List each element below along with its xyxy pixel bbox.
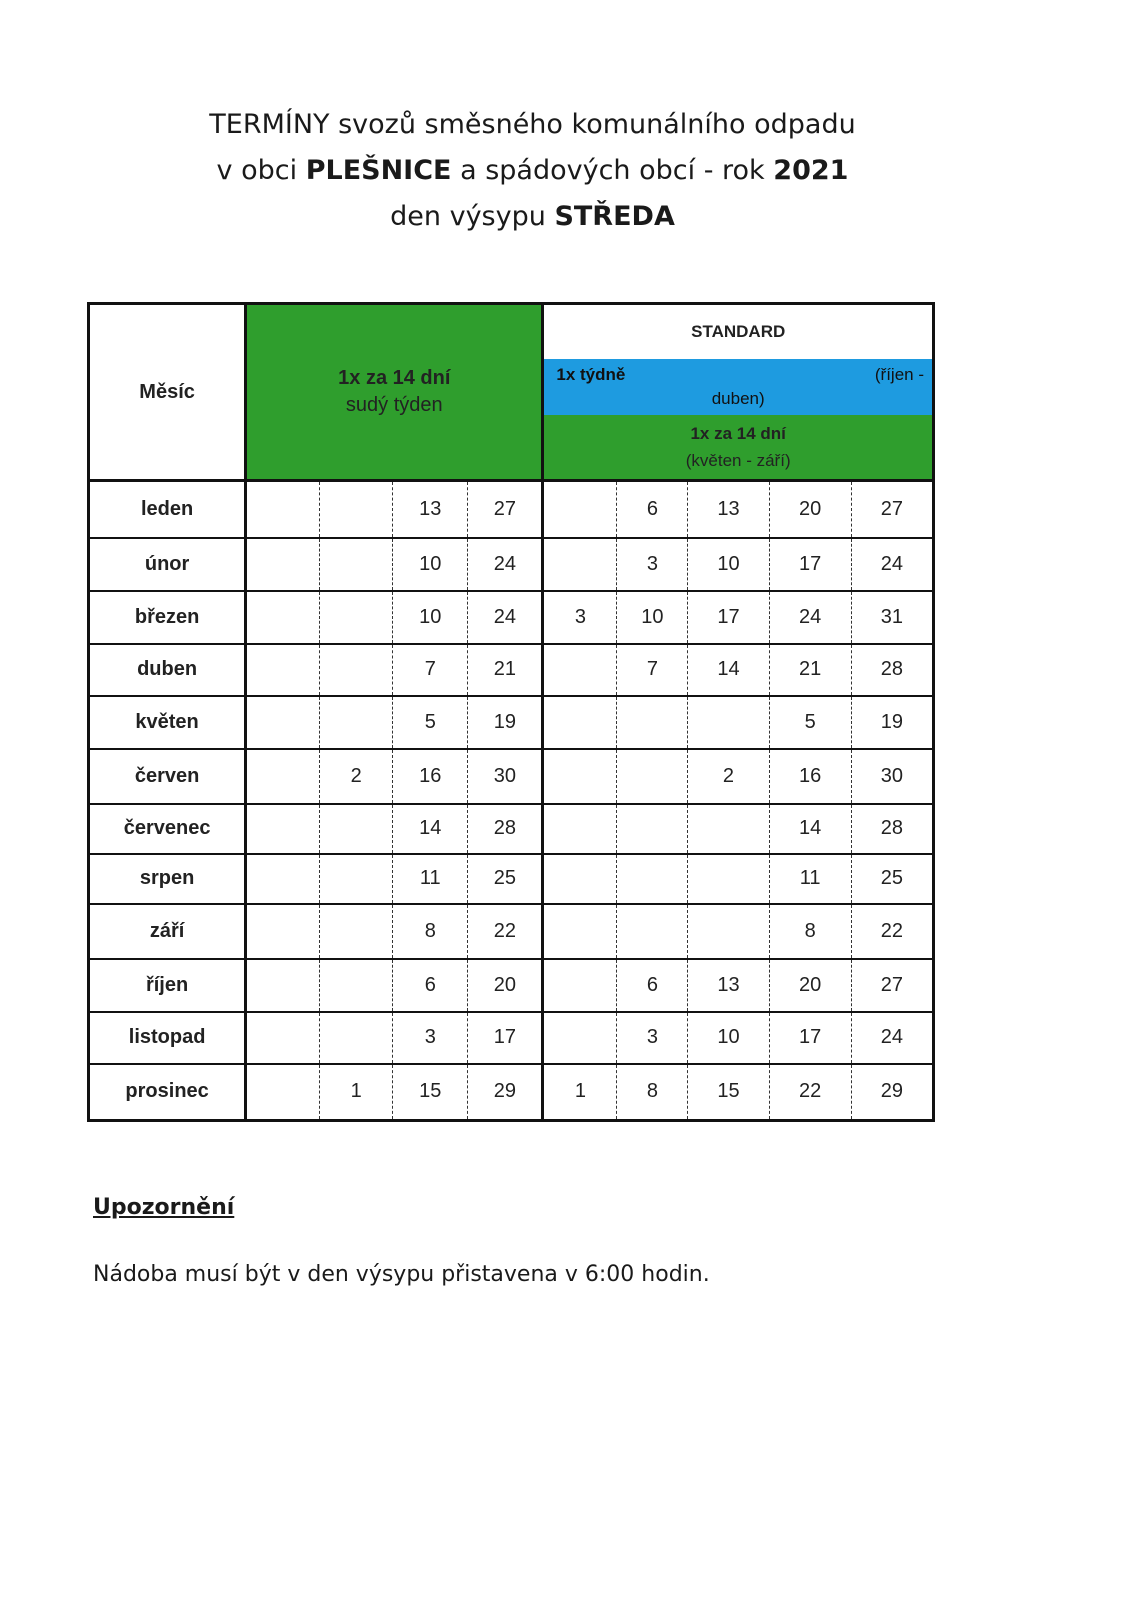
standard-date-cell: 28	[851, 644, 933, 696]
standard-date-cell: 24	[769, 591, 851, 644]
title-line-3	[0, 194, 1065, 240]
standard-date-cell: 19	[851, 696, 933, 749]
group1-date-cell: 3	[393, 1012, 468, 1064]
title-line-2-prefix: v obci	[216, 155, 306, 186]
table-row	[89, 538, 934, 591]
standard-date-cell	[543, 696, 617, 749]
table-row	[89, 854, 934, 904]
standard-date-cell	[688, 854, 769, 904]
standard-date-cell: 6	[617, 481, 688, 538]
month-cell: červenec	[89, 804, 246, 854]
standard-date-cell: 15	[688, 1064, 769, 1121]
standard-date-cell: 13	[688, 481, 769, 538]
weekly-period-end: duben)	[711, 389, 765, 408]
standard-date-cell	[543, 804, 617, 854]
table-row	[89, 1012, 934, 1064]
group1-date-cell	[246, 959, 320, 1012]
month-cell: květen	[89, 696, 246, 749]
standard-date-cell: 17	[769, 1012, 851, 1064]
group1-date-cell	[320, 959, 393, 1012]
standard-date-cell	[617, 854, 688, 904]
standard-date-cell: 8	[769, 904, 851, 959]
standard-date-cell: 29	[851, 1064, 933, 1121]
standard-date-cell: 27	[851, 959, 933, 1012]
group1-date-cell	[320, 804, 393, 854]
table-row	[89, 959, 934, 1012]
group1-date-cell: 10	[393, 538, 468, 591]
month-cell: březen	[89, 591, 246, 644]
group1-date-cell	[246, 804, 320, 854]
standard-date-cell: 25	[851, 854, 933, 904]
group1-date-cell: 2	[320, 749, 393, 804]
standard-header	[543, 304, 934, 481]
standard-date-cell: 13	[688, 959, 769, 1012]
title-line-2	[0, 148, 1065, 194]
standard-date-cell: 31	[851, 591, 933, 644]
group1-date-cell	[320, 904, 393, 959]
standard-date-cell: 17	[688, 591, 769, 644]
standard-date-cell: 28	[851, 804, 933, 854]
title-line-3-prefix: den výsypu	[390, 201, 555, 232]
standard-date-cell	[617, 696, 688, 749]
standard-date-cell: 17	[769, 538, 851, 591]
group1-date-cell	[320, 591, 393, 644]
group1-date-cell: 24	[468, 538, 543, 591]
group1-date-cell	[246, 644, 320, 696]
standard-date-cell: 3	[617, 538, 688, 591]
standard-date-cell	[543, 749, 617, 804]
table-row	[89, 696, 934, 749]
table-row	[89, 1064, 934, 1121]
group1-date-cell	[246, 904, 320, 959]
month-cell: listopad	[89, 1012, 246, 1064]
group1-date-cell: 28	[468, 804, 543, 854]
group1-date-cell	[246, 481, 320, 538]
month-cell: prosinec	[89, 1064, 246, 1121]
group1-date-cell	[320, 854, 393, 904]
group1-date-cell: 19	[468, 696, 543, 749]
group1-date-cell: 8	[393, 904, 468, 959]
group1-date-cell	[320, 696, 393, 749]
document-title	[0, 102, 1065, 240]
group1-date-cell: 20	[468, 959, 543, 1012]
weekly-band	[544, 359, 932, 415]
group1-date-cell	[246, 538, 320, 591]
group1-date-cell	[246, 1012, 320, 1064]
table-row	[89, 481, 934, 538]
group1-date-cell: 22	[468, 904, 543, 959]
standard-date-cell: 22	[851, 904, 933, 959]
group1-date-cell	[246, 749, 320, 804]
table-row	[89, 804, 934, 854]
group1-date-cell: 15	[393, 1064, 468, 1121]
group1-date-cell: 7	[393, 644, 468, 696]
standard-date-cell: 3	[617, 1012, 688, 1064]
standard-date-cell: 24	[851, 538, 933, 591]
standard-date-cell: 10	[688, 538, 769, 591]
year: 2021	[773, 155, 849, 186]
month-cell: duben	[89, 644, 246, 696]
group1-date-cell: 13	[393, 481, 468, 538]
standard-date-cell: 21	[769, 644, 851, 696]
title-line-2-middle: a spádových obcí - rok	[451, 155, 774, 186]
group1-date-cell: 11	[393, 854, 468, 904]
standard-date-cell: 3	[543, 591, 617, 644]
standard-date-cell	[688, 904, 769, 959]
standard-date-cell: 1	[543, 1064, 617, 1121]
month-cell: září	[89, 904, 246, 959]
standard-date-cell	[543, 538, 617, 591]
biweekly-even-week-header	[246, 304, 543, 481]
group1-date-cell	[320, 481, 393, 538]
group1-date-cell: 27	[468, 481, 543, 538]
biweekly-label: 1x za 14 dní	[690, 424, 786, 443]
standard-date-cell: 14	[769, 804, 851, 854]
month-cell: srpen	[89, 854, 246, 904]
group1-date-cell	[320, 538, 393, 591]
group1-date-cell	[320, 644, 393, 696]
group1-date-cell: 16	[393, 749, 468, 804]
standard-date-cell	[617, 749, 688, 804]
group1-date-cell	[246, 696, 320, 749]
group1-date-cell: 6	[393, 959, 468, 1012]
standard-date-cell: 27	[851, 481, 933, 538]
standard-date-cell: 2	[688, 749, 769, 804]
group1-date-cell: 5	[393, 696, 468, 749]
standard-date-cell: 5	[769, 696, 851, 749]
biweekly-period: (květen - září)	[685, 451, 791, 470]
standard-date-cell	[688, 804, 769, 854]
month-cell: únor	[89, 538, 246, 591]
weekly-label: 1x týdně	[556, 365, 626, 384]
notice-heading: Upozornění	[93, 1195, 235, 1220]
standard-date-cell	[543, 854, 617, 904]
group1-date-cell: 29	[468, 1064, 543, 1121]
group1-date-cell: 21	[468, 644, 543, 696]
standard-date-cell: 10	[617, 591, 688, 644]
table-row	[89, 904, 934, 959]
group1-date-cell: 25	[468, 854, 543, 904]
standard-date-cell	[543, 481, 617, 538]
standard-date-cell: 7	[617, 644, 688, 696]
standard-date-cell: 8	[617, 1064, 688, 1121]
standard-date-cell: 10	[688, 1012, 769, 1064]
group1-date-cell: 10	[393, 591, 468, 644]
standard-date-cell	[543, 1012, 617, 1064]
group1-date-cell: 14	[393, 804, 468, 854]
notice-text: Nádoba musí být v den výsypu přistavena v 6:00 hodin.	[93, 1262, 710, 1287]
group1-frequency: 1x za 14 dní	[338, 367, 451, 389]
group1-date-cell: 30	[468, 749, 543, 804]
biweekly-band	[544, 415, 932, 479]
collection-schedule-table	[87, 302, 935, 1122]
standard-date-cell: 24	[851, 1012, 933, 1064]
group1-week: sudý týden	[345, 394, 443, 416]
standard-date-cell: 20	[769, 959, 851, 1012]
month-cell: říjen	[89, 959, 246, 1012]
standard-date-cell	[617, 904, 688, 959]
group1-date-cell: 24	[468, 591, 543, 644]
standard-date-cell	[543, 904, 617, 959]
group1-date-cell	[246, 854, 320, 904]
group1-date-cell	[320, 1012, 393, 1064]
weekly-period-start: (říjen -	[874, 365, 924, 384]
standard-date-cell: 16	[769, 749, 851, 804]
standard-date-cell: 20	[769, 481, 851, 538]
standard-date-cell	[543, 959, 617, 1012]
village-name: PLEŠNICE	[305, 155, 452, 186]
table-row	[89, 749, 934, 804]
standard-title: STANDARD	[691, 322, 786, 341]
standard-date-cell	[543, 644, 617, 696]
standard-date-cell: 22	[769, 1064, 851, 1121]
group1-date-cell	[246, 591, 320, 644]
group1-date-cell: 1	[320, 1064, 393, 1121]
standard-date-cell: 6	[617, 959, 688, 1012]
group1-date-cell: 17	[468, 1012, 543, 1064]
standard-date-cell	[688, 696, 769, 749]
title-line-1: TERMÍNY svozů směsného komunálního odpadu	[209, 109, 856, 140]
standard-date-cell	[617, 804, 688, 854]
month-column-header: Měsíc	[89, 304, 246, 481]
standard-date-cell: 11	[769, 854, 851, 904]
month-cell: leden	[89, 481, 246, 538]
table-row	[89, 644, 934, 696]
standard-date-cell: 14	[688, 644, 769, 696]
standard-date-cell: 30	[851, 749, 933, 804]
month-cell: červen	[89, 749, 246, 804]
table-row	[89, 591, 934, 644]
collection-day: STŘEDA	[554, 201, 675, 232]
group1-date-cell	[246, 1064, 320, 1121]
